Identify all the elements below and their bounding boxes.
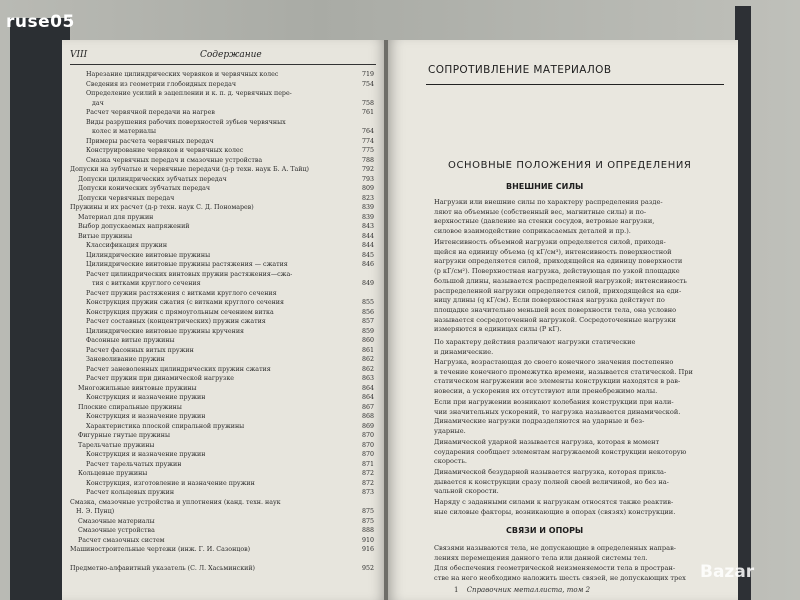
toc-entry-page: 855 bbox=[361, 299, 374, 306]
toc-entry-title: Смазка червячных передач и смазочные устройства bbox=[86, 156, 263, 164]
toc-entry-page: 843 bbox=[361, 223, 374, 230]
toc-entry-page: 775 bbox=[361, 147, 374, 154]
page-footer bbox=[454, 586, 590, 594]
toc-entry-page: 870 bbox=[361, 441, 374, 449]
toc-entry bbox=[70, 384, 380, 394]
toc-entry-page: 792 bbox=[361, 166, 374, 173]
toc-entry-title: Тарельчатые пружины bbox=[78, 441, 155, 449]
toc-entry-title: Цилиндрические винтовые пружины растяжения — сжатия bbox=[86, 261, 288, 268]
table-of-contents bbox=[70, 70, 380, 574]
toc-entry-title: Конструкция, изготовление и назначение пружин bbox=[86, 479, 255, 487]
toc-entry bbox=[70, 507, 380, 517]
toc-entry-title: Кольцевые пружины bbox=[78, 470, 148, 477]
paragraph: Динамической безударной называется нагрузка, которая прикла- дывается к конструкции сразу полной своей величиной, но без на- чальной скорости. bbox=[434, 468, 669, 496]
toc-entry-title: Фигурные гнутые пружины bbox=[78, 432, 170, 439]
toc-entry-page: 870 bbox=[361, 432, 374, 439]
toc-entry-title: Виды разрушения рабочих поверхностей зубьев червячных bbox=[86, 118, 286, 126]
section-heading-forces: ВНЕШНИЕ СИЛЫ bbox=[506, 182, 584, 191]
toc-entry-title: Конструкция и назначение пружин bbox=[86, 394, 206, 401]
toc-entry-page: 952 bbox=[361, 565, 374, 572]
toc-entry-page: 862 bbox=[361, 365, 374, 373]
toc-entry-title: Расчет заневоленных цилиндрических пружин сжатия bbox=[86, 365, 271, 373]
toc-entry-page: 844 bbox=[361, 242, 374, 249]
toc-entry bbox=[70, 431, 380, 441]
toc-entry-title: Цилиндрические винтовые пружины кручения bbox=[86, 327, 245, 335]
toc-entry-title: Заневоливание пружин bbox=[86, 356, 165, 363]
toc-entry-title: Расчет смазочных систем bbox=[78, 536, 165, 544]
toc-entry-title: Конструкция и назначение пружин bbox=[86, 413, 206, 420]
toc-entry-page: 793 bbox=[361, 175, 374, 183]
toc-entry bbox=[70, 194, 380, 204]
toc-entry-title: Примеры расчета червячных передач bbox=[86, 137, 214, 145]
toc-entry bbox=[70, 526, 380, 536]
toc-entry bbox=[70, 260, 380, 270]
toc-entry-page: 875 bbox=[361, 517, 374, 525]
toc-entry-page: 916 bbox=[361, 546, 374, 553]
toc-entry-page: 823 bbox=[361, 194, 374, 202]
toc-entry-page: 839 bbox=[361, 213, 374, 221]
toc-entry-page: 774 bbox=[361, 137, 374, 145]
paragraph: Динамической ударной называется нагрузка, которая в момент соударения сообщает элементам нагружаемой конструкции некоторую скорость. bbox=[434, 438, 687, 466]
toc-entry bbox=[70, 450, 380, 460]
title-rule bbox=[426, 84, 724, 85]
toc-entry bbox=[70, 251, 380, 261]
toc-entry-title: Фасонные витые пружины bbox=[86, 337, 175, 344]
toc-entry-title: Допуски червячных передач bbox=[78, 194, 175, 202]
toc-entry-title: Расчет червячной передачи на нагрев bbox=[86, 109, 215, 116]
toc-entry bbox=[70, 517, 380, 527]
toc-entry bbox=[70, 412, 380, 422]
watermark-bazar: Bazar bbox=[700, 562, 755, 582]
paragraph: Наряду с заданными силами к нагрузкам относятся также реактив- ные силовые факторы, возникающие в опорах (связях) конструкции. bbox=[434, 498, 676, 516]
toc-entry-page: 888 bbox=[361, 527, 374, 534]
footer-number: 1 bbox=[454, 586, 459, 594]
toc-entry-title: Нарезание цилиндрических червяков и червячных колес bbox=[86, 71, 279, 78]
toc-entry bbox=[70, 308, 380, 318]
toc-entry bbox=[70, 137, 380, 147]
toc-entry-page: 761 bbox=[361, 109, 374, 116]
toc-entry-title: Расчет составных (концентрических) пружин сжатия bbox=[86, 318, 266, 325]
toc-entry-title: Конструкция пружин сжатия (с витками круглого сечения bbox=[86, 299, 284, 306]
toc-entry-title: Допуски конических зубчатых передач bbox=[78, 185, 211, 192]
paragraph: Для обеспечения геометрической неизменяемости тела в простран- стве на него необходимо наложить шесть связей, не допускающих трех bbox=[434, 564, 686, 582]
toc-entry-title: Расчет пружин растяжения с витками круглого сечения bbox=[86, 289, 277, 297]
paragraph: Если при нагружении возникают колебания конструкции при нали- чии значительных ускорений, то нагрузка называется динамической. Динамические нагрузки подразделяются на ударные и без- ударные. bbox=[434, 398, 681, 436]
toc-entry bbox=[70, 336, 380, 346]
toc-entry-page: 863 bbox=[361, 375, 374, 382]
toc-entry-page: 754 bbox=[361, 80, 374, 88]
left-page bbox=[62, 40, 386, 600]
toc-entry-page: 849 bbox=[361, 280, 374, 287]
toc-entry-page: 869 bbox=[361, 422, 374, 430]
toc-entry bbox=[70, 488, 380, 498]
toc-entry bbox=[70, 327, 380, 337]
paragraph: Нагрузка, возрастающая до своего конечного значения постепенно в течение конечного промежутка времени, называется статической. При статическом нагружении все элементы конструкции находятся в рав- новесии, а ускорения их отсутствуют или пренебрежимо малы. bbox=[434, 358, 693, 396]
toc-entry-page: 860 bbox=[361, 337, 374, 344]
paragraph: По характеру действия различают нагрузки статические и динамические. bbox=[434, 338, 636, 356]
toc-entry bbox=[70, 365, 380, 375]
toc-entry-page: 719 bbox=[361, 71, 374, 78]
toc-entry bbox=[70, 441, 380, 451]
toc-entry bbox=[70, 422, 380, 432]
toc-entry-title: Допуски цилиндрических зубчатых передач bbox=[78, 175, 227, 183]
toc-entry bbox=[70, 156, 380, 166]
toc-entry bbox=[70, 479, 380, 489]
toc-entry-title: Витые пружины bbox=[78, 232, 133, 240]
toc-entry bbox=[70, 555, 380, 565]
toc-entry bbox=[70, 355, 380, 365]
toc-entry bbox=[70, 536, 380, 546]
section-heading-supports: СВЯЗИ И ОПОРЫ bbox=[506, 526, 584, 535]
watermark-logo: ruse05 bbox=[6, 12, 75, 32]
toc-entry bbox=[70, 184, 380, 194]
toc-entry-page: 871 bbox=[361, 460, 374, 468]
toc-entry-title: Плоские спиральные пружины bbox=[78, 403, 182, 411]
toc-entry-page: 845 bbox=[361, 251, 374, 259]
toc-entry bbox=[70, 108, 380, 118]
toc-entry-title: Расчет кольцевых пружин bbox=[86, 489, 175, 496]
toc-entry-page: 862 bbox=[361, 356, 374, 363]
right-page bbox=[388, 40, 738, 600]
footer-text: Справочник металлиста, том 2 bbox=[466, 586, 591, 594]
toc-entry-title: тия с витками круглого сечения bbox=[92, 280, 201, 287]
toc-entry-title: колес и материалы bbox=[92, 128, 157, 135]
toc-entry bbox=[70, 289, 380, 299]
toc-entry bbox=[70, 393, 380, 403]
toc-entry-title: Предметно-алфавитный указатель (С. Л. Хасьминский) bbox=[70, 565, 255, 572]
paragraph: Связями называются тела, не допускающие в определенных направ- лениях перемещения данного тела или данной системы тел. bbox=[434, 544, 677, 562]
toc-entry-title: Расчет фасонных витых пружин bbox=[86, 346, 194, 354]
toc-entry-page: 758 bbox=[361, 99, 374, 107]
toc-entry-title: Цилиндрические винтовые пружины bbox=[86, 251, 211, 259]
toc-entry bbox=[70, 469, 380, 479]
toc-entry bbox=[70, 146, 380, 156]
toc-entry bbox=[70, 498, 380, 508]
toc-entry bbox=[70, 118, 380, 128]
toc-entry bbox=[70, 564, 380, 574]
toc-entry bbox=[70, 270, 380, 280]
toc-entry bbox=[70, 175, 380, 185]
toc-entry-page: 864 bbox=[361, 394, 374, 401]
toc-entry bbox=[70, 89, 380, 99]
toc-entry-title: Определение усилий в зацеплении и к. п. д. червячных пере- bbox=[86, 90, 292, 97]
toc-entry bbox=[70, 460, 380, 470]
header-title: Содержание bbox=[200, 50, 262, 60]
toc-entry-title: Характеристика плоской спиральной пружины bbox=[86, 422, 245, 430]
paragraph: Интенсивность объемной нагрузки определяется силой, приходя- щейся на единицу объема (q кГ/см³), интенсивность поверхностной нагрузки определяется силой, приходящейся на единицу поверхности (p кГ/см²). Поверхностная нагрузка, действующая по узкой площадке большой длины, называется распределенной нагрузкой; интенсивность распределенной нагрузки определяется силой, приходящейся на еди- ницу длины (q кГ/см). Если поверхностная нагрузка действует по площадке значительно меньшей всех поверхности тела, она условно называется сосредоточенной нагрузкой. Сосредоточенные нагрузки измеряются в единицах силы (P кГ). bbox=[434, 238, 687, 334]
toc-entry-page: 867 bbox=[361, 403, 374, 411]
toc-entry bbox=[70, 99, 380, 109]
toc-entry bbox=[70, 213, 380, 223]
toc-entry-title: Н. Э. Пунц) bbox=[76, 508, 115, 515]
toc-entry-page: 868 bbox=[361, 413, 374, 420]
toc-entry-title: Выбор допускаемых напряжений bbox=[78, 223, 190, 230]
toc-entry-page: 861 bbox=[361, 346, 374, 354]
toc-entry bbox=[70, 70, 380, 80]
running-title: СОПРОТИВЛЕНИЕ МАТЕРИАЛОВ bbox=[428, 64, 612, 76]
toc-entry-title: дач bbox=[92, 99, 104, 107]
paragraph: Нагрузки или внешние силы по характеру распределения разде- ляют на объемные (собственный вес, магнитные силы) и по- верхностные (давление на стенки сосудов, ветровые нагрузки, силовое взаимодействие соприкасаемых деталей и пр.). bbox=[434, 198, 663, 236]
toc-entry-page: 844 bbox=[361, 232, 374, 240]
toc-entry-page: 846 bbox=[361, 261, 374, 268]
toc-entry bbox=[70, 317, 380, 327]
toc-entry bbox=[70, 279, 380, 289]
toc-entry-page: 873 bbox=[361, 489, 374, 496]
toc-entry-title: Конструкция и назначение пружин bbox=[86, 451, 206, 458]
toc-entry-title: Многожильные винтовые пружины bbox=[78, 384, 197, 392]
toc-entry bbox=[70, 80, 380, 90]
left-page-header bbox=[70, 48, 376, 65]
toc-entry-title: Конструирование червяков и червячных колес bbox=[86, 147, 244, 154]
toc-entry bbox=[70, 203, 380, 213]
toc-entry-page: 857 bbox=[361, 318, 374, 325]
chapter-heading: ОСНОВНЫЕ ПОЛОЖЕНИЯ И ОПРЕДЕЛЕНИЯ bbox=[448, 160, 692, 171]
toc-entry bbox=[70, 241, 380, 251]
toc-entry bbox=[70, 165, 380, 175]
toc-entry-page: 856 bbox=[361, 308, 374, 316]
toc-entry-page: 809 bbox=[361, 185, 374, 192]
toc-entry-title: Расчет пружин при динамической нагрузке bbox=[86, 375, 234, 382]
toc-entry bbox=[70, 545, 380, 555]
toc-entry-page: 864 bbox=[361, 384, 374, 392]
toc-entry-page: 910 bbox=[361, 536, 374, 544]
toc-entry-page: 839 bbox=[361, 204, 374, 211]
toc-entry-page: 788 bbox=[361, 156, 374, 164]
toc-entry-title: Допуски на зубчатые и червячные передачи (д-р техн. наук Б. А. Тайц) bbox=[70, 166, 310, 173]
toc-entry bbox=[70, 403, 380, 413]
page-number: VIII bbox=[70, 50, 88, 60]
toc-entry bbox=[70, 374, 380, 384]
toc-entry-page: 875 bbox=[361, 508, 374, 515]
toc-entry-title: Смазочные устройства bbox=[78, 527, 155, 534]
toc-entry-title: Сведения из геометрии глобоидных передач bbox=[86, 80, 237, 88]
toc-entry-page: 859 bbox=[361, 327, 374, 335]
toc-entry-title: Расчет тарельчатых пружин bbox=[86, 460, 182, 468]
toc-entry-title: Пружины и их расчет (д-р техн. наук С. Д. Пономарев) bbox=[70, 204, 254, 211]
toc-entry-title: Классификация пружин bbox=[86, 242, 168, 249]
book-cover-left bbox=[10, 18, 70, 600]
toc-entry-page: 870 bbox=[361, 451, 374, 458]
toc-entry bbox=[70, 127, 380, 137]
toc-entry-title: Конструкция пружин с прямоугольным сечением витка bbox=[86, 308, 274, 316]
toc-entry-title: Материал для пружин bbox=[78, 213, 154, 221]
toc-entry-page: 872 bbox=[361, 470, 374, 477]
toc-entry-title: Смазка, смазочные устройства и уплотнения (канд. техн. наук bbox=[70, 498, 281, 506]
toc-entry-title: Расчет цилиндрических винтовых пружин растяжения—сжа- bbox=[86, 270, 293, 278]
toc-entry-page: 764 bbox=[361, 128, 374, 135]
toc-entry-title: Машиностроительные чертежи (инж. Г. И. Сазонцов) bbox=[70, 546, 251, 553]
toc-entry bbox=[70, 298, 380, 308]
toc-entry-page: 872 bbox=[361, 479, 374, 487]
toc-entry-title: Смазочные материалы bbox=[78, 517, 155, 525]
toc-entry bbox=[70, 346, 380, 356]
toc-entry bbox=[70, 232, 380, 242]
toc-entry bbox=[70, 222, 380, 232]
